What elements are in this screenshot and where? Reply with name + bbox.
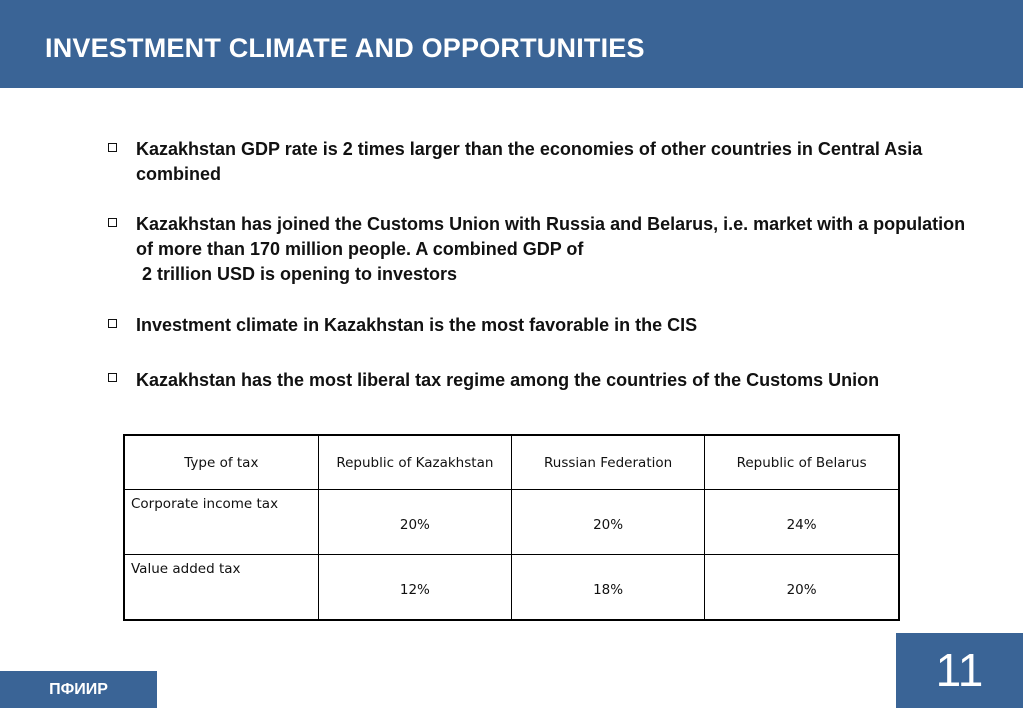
table-cell: 24%	[705, 490, 899, 555]
checkbox-bullet-icon	[108, 319, 117, 328]
table-cell: 20%	[705, 555, 899, 621]
slide-header	[0, 0, 1023, 88]
table-cell: 18%	[511, 555, 704, 621]
table-cell: 20%	[511, 490, 704, 555]
slide-title: INVESTMENT CLIMATE AND OPPORTUNITIES	[45, 33, 645, 63]
table-header-cell: Republic of Belarus	[705, 435, 899, 490]
checkbox-bullet-icon	[108, 373, 117, 382]
bullet-text	[136, 212, 986, 287]
checkbox-bullet-icon	[108, 218, 117, 227]
table-header-cell: Type of tax	[124, 435, 318, 490]
bullet-item	[106, 367, 966, 394]
table-header-cell: Russian Federation	[511, 435, 704, 490]
table-cell: 20%	[318, 490, 511, 555]
page-number: 11	[896, 633, 1023, 708]
bullet-text: Investment climate in Kazakhstan is the most favorable in the CIS	[136, 315, 698, 335]
tax-comparison-table	[123, 434, 900, 621]
table-row	[124, 490, 899, 555]
table-row-label: Value added tax	[124, 555, 318, 621]
bullet-text-part: Kazakhstan has joined the Customs Union with Russia and Belarus, i.e. market with a population of more than 170 million people. A combined GDP of	[136, 214, 966, 259]
bullet-item	[106, 212, 986, 287]
table-row	[124, 555, 899, 621]
table-header-cell: Republic of Kazakhstan	[318, 435, 511, 490]
bullet-item	[106, 313, 986, 338]
bullet-text: Kazakhstan GDP rate is 2 times larger than the economies of other countries in Central Asia combined	[136, 139, 923, 184]
bullet-item	[106, 137, 966, 187]
bullet-text-part: 2 trillion USD is opening to investors	[142, 264, 458, 284]
footer-organization-tag: ПФИИР	[0, 671, 157, 708]
checkbox-bullet-icon	[108, 143, 117, 152]
bullet-text: Kazakhstan has the most liberal tax regime among the countries of the Customs Union	[136, 370, 880, 390]
table-row-label: Corporate income tax	[124, 490, 318, 555]
table-header-row	[124, 435, 899, 490]
table-cell: 12%	[318, 555, 511, 621]
